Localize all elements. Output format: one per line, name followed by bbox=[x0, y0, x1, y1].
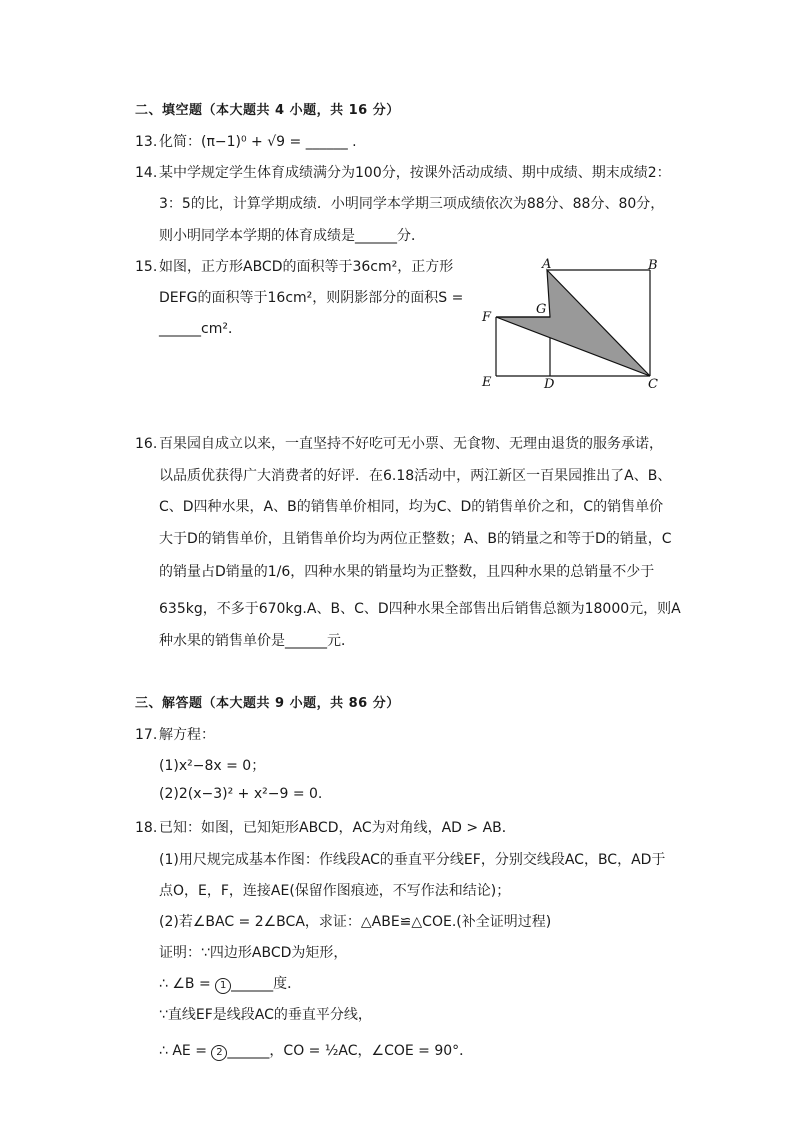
question-14-line-1: 某中学规定学生体育成绩满分为100分，按课外活动成绩、期中成绩、期末成绩2： bbox=[159, 165, 671, 181]
label-c: C bbox=[648, 377, 658, 392]
question-15 bbox=[135, 256, 453, 276]
shaded-region bbox=[496, 270, 650, 376]
proof-step-ae: ∴ AE = bbox=[159, 1043, 212, 1059]
question-16-line-7: 种水果的销售单价是______元． bbox=[159, 633, 355, 649]
question-14-line-2: 3：5的比，计算学期成绩．小明同学本学期三项成绩依次为88分、88分、80分， bbox=[159, 196, 665, 212]
label-b: B bbox=[648, 258, 658, 273]
question-15-line-2: DEFG的面积等于16cm²，则阴影部分的面积S = bbox=[159, 290, 464, 306]
label-a: A bbox=[542, 257, 552, 272]
question-18-line-5: 证明：∵四边形ABCD为矩形， bbox=[159, 945, 348, 961]
question-14-line-3: 则小明同学本学期的体育成绩是______分． bbox=[159, 228, 425, 244]
question-number: 15. bbox=[135, 259, 158, 275]
question-18-line-8 bbox=[159, 1040, 473, 1061]
question-17-part-2: (2)2(x−3)² + x²−9 = 0. bbox=[159, 786, 323, 802]
question-18-line-2: (1)用尺规完成基本作图：作线段AC的垂直平分线EF，分别交线段AC，BC，AD于 bbox=[159, 852, 666, 868]
question-15-line-1: 如图，正方形ABCD的面积等于36cm²，正方形 bbox=[159, 259, 454, 275]
question-number: 14. bbox=[135, 165, 158, 181]
proof-step-angle-b: ∴ ∠B = bbox=[159, 976, 216, 992]
question-18-line-6 bbox=[159, 973, 301, 994]
question-18-line-3: 点O，E，F，连接AE(保留作图痕迹，不写作法和结论)； bbox=[159, 883, 511, 899]
label-g: G bbox=[536, 302, 547, 317]
section-2-header: 二、填空题（本大题共 4 小题，共 16 分） bbox=[135, 103, 400, 118]
question-13 bbox=[135, 131, 357, 151]
circled-number-1: 1 bbox=[215, 978, 231, 994]
geometry-figure bbox=[476, 252, 666, 397]
question-16-line-6: 635kg，不多于670kg.A、B、C、D四种水果全部售出后销售总额为18000元，则A bbox=[159, 601, 681, 617]
question-16-line-4: 大于D的销售单价，且销售单价均为两位正整数；A、B的销量之和等于D的销量，C bbox=[159, 531, 672, 547]
question-number: 13. bbox=[135, 134, 158, 150]
question-18-line-7: ∵直线EF是线段AC的垂直平分线， bbox=[159, 1007, 372, 1023]
question-18-line-1: 已知：如图，已知矩形ABCD，AC为对角线，AD > AB． bbox=[159, 820, 516, 836]
label-d: D bbox=[544, 377, 555, 392]
question-number: 18. bbox=[135, 820, 158, 836]
proof-blank-2: ______，CO = ½AC，∠COE = 90°． bbox=[227, 1043, 474, 1059]
proof-blank-1: ______度． bbox=[231, 976, 302, 992]
question-13-text: 化简：(π−1)⁰ + √9 = ______ . bbox=[159, 134, 357, 150]
question-16 bbox=[135, 433, 663, 453]
section-3-header: 三、解答题（本大题共 9 小题，共 86 分） bbox=[135, 696, 400, 711]
question-17-part-1: (1)x²−8x = 0； bbox=[159, 758, 266, 774]
label-f: F bbox=[482, 310, 492, 325]
question-18-line-4: (2)若∠BAC = 2∠BCA，求证：△ABE≌△COE.(补全证明过程) bbox=[159, 914, 552, 930]
question-15-line-3: ______cm²． bbox=[159, 321, 242, 337]
question-17-title: 解方程： bbox=[159, 727, 215, 743]
question-16-line-1: 百果园自成立以来，一直坚持不好吃可无小票、无食物、无理由退货的服务承诺， bbox=[159, 436, 663, 452]
label-e: E bbox=[482, 375, 492, 390]
circled-number-2: 2 bbox=[211, 1045, 227, 1061]
question-17 bbox=[135, 724, 215, 744]
question-number: 16. bbox=[135, 436, 158, 452]
question-number: 17. bbox=[135, 727, 158, 743]
question-18 bbox=[135, 817, 516, 837]
question-14 bbox=[135, 162, 671, 182]
question-16-line-3: C、D四种水果，A、B的销售单价相同，均为C、D的销售单价之和，C的销售单价 bbox=[159, 499, 664, 515]
question-16-line-5: 的销量占D销量的1/6，四种水果的销量均为正整数，且四种水果的总销量不少于 bbox=[159, 564, 655, 580]
question-16-line-2: 以品质优获得广大消费者的好评．在6.18活动中，两江新区一百果园推出了A、B、 bbox=[159, 468, 672, 484]
